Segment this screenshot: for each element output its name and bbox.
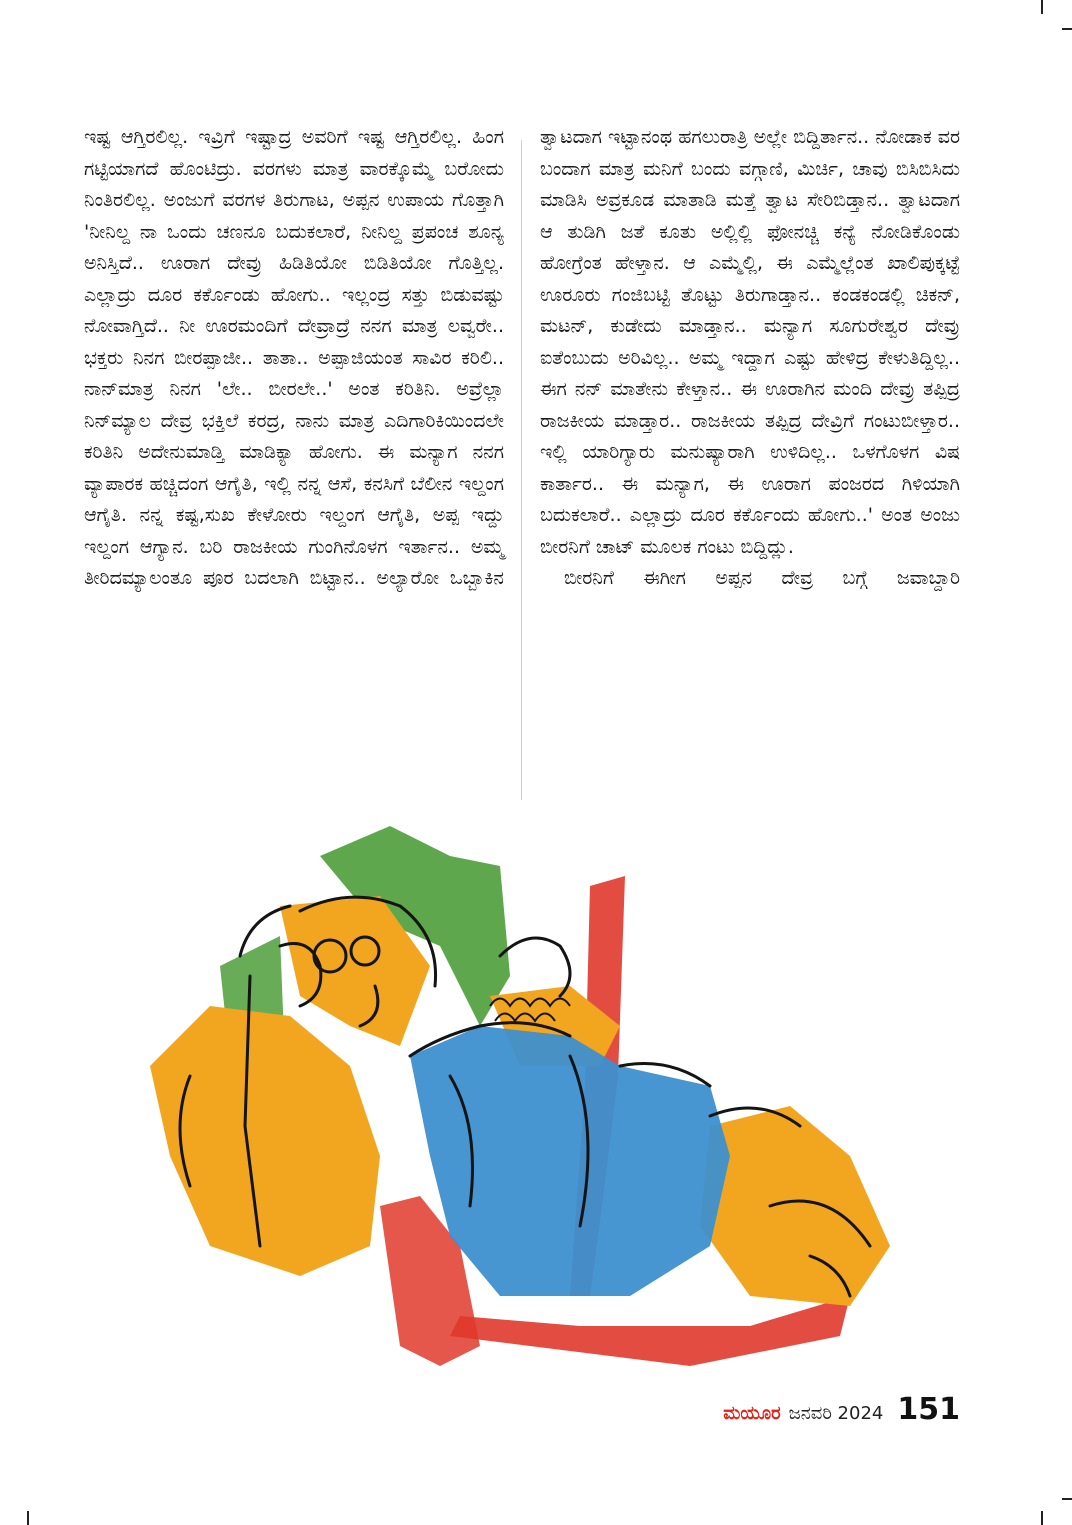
orange-torso xyxy=(150,1006,380,1276)
crop-mark-top-right xyxy=(1041,0,1043,14)
article-paragraph: ಬೀರನಿಗೆ ಈಗೀಗ ಅಪ್ಪನ ದೇವ್ರ ಬಗ್ಗೆ ಜವಾಬ್ದಾರಿ xyxy=(564,567,960,589)
article-paragraph: ಇಷ್ಟ ಆಗ್ತಿರಲಿಲ್ಲ. ಇವ್ರಿಗೆ ಇಷ್ಟಾದ್ರ ಅವರಿಗೆ ಇಷ್ಟ ಆಗ್ತಿರಲಿಲ್ಲ. ಹಿಂಗ ಗಟ್ಟಿಯಾಗದೆ ಹೊಂಟಿದ್ರು. ವರಗಳು ಮಾತ್ರ ವಾರಕ್ಕೊಮ್ಮೆ ಬರೋದು ನಿಂತಿರಲಿಲ್ಲ. ಅಂಜುಗೆ ವರಗಳ ತಿರುಗಾಟ, ಅಪ್ಪನ ಉಪಾಯ ಗೊತ್ತಾಗಿ 'ನೀನಿಲ್ದ ನಾ ಒಂದು ಚಣನೂ ಬದುಕಲಾರೆ, ನೀನಿಲ್ದ ಪ್ರಪಂಚ ಶೂನ್ಯ ಅನಿಸ್ತಿದೆ.. ಊರಾಗ ದೇವ್ರು ಹಿಡಿತಿಯೋ ಬಿಡಿತಿಯೋ ಗೊತ್ತಿಲ್ಲ. ಎಲ್ಲಾದ್ರು ದೂರ ಕರ್ಕೊಂಡು ಹೋಗು.. ಇಲ್ಲಂದ್ರ ಸತ್ತು ಬಿಡುವಷ್ಟು ನೋವಾಗ್ತಿದೆ.. ನೀ ಊರಮಂದಿಗೆ ದೇವ್ರಾದ್ರೆ ನನಗ ಮಾತ್ರ ಲವ್ವರೇ.. ಭಕ್ತರು ನಿನಗ ಬೀರಪ್ಪಾಜೀ.. ತಾತಾ.. ಅಪ್ಪಾಜಿಯಂತ ಸಾವಿರ ಕರಿಲಿ.. ನಾನ್‌ಮಾತ್ರ ನಿನಗ 'ಲೇ.. ಬೀರಲೇ..' ಅಂತ ಕರಿತಿನಿ. ಅವ್ರೆಲ್ಲಾ ನಿನ್‌ಮ್ಯಾಲ ದೇವ್ರ ಭಕ್ತಿಲೆ ಕರದ್ರ, ನಾನು ಮಾತ್ರ ಎದಿಗಾರಿಕಿಯಿಂದಲೇ ಕರಿತಿನಿ ಅದೇನುಮಾಡ್ತಿ ಮಾಡಿಕ್ಯಾ ಹೋಗು. ಈ ಮನ್ಯಾಗ ನನಗ ವ್ಯಾಪಾರಕ ಹಚ್ಚಿದಂಗ ಆಗೈತಿ, ಇಲ್ಲಿ ನನ್ನ ಆಸೆ, ಕನಸಿಗೆ ಬೆಲೀನ ಇಲ್ದಂಗ ಆಗೈತಿ. ನನ್ನ ಕಷ್ಟ,ಸುಖ ಕೇಳೋರು ಇಲ್ದಂಗ ಆಗೈತಿ, ಅಪ್ಪ ಇದ್ದು ಇಲ್ದಂಗ ಆಗ್ಯಾನ. ಬರಿ ರಾಜಕೀಯ ಗುಂಗಿನೊಳಗ ಇರ್ತಾನ.. ಅಮ್ಮ ತೀರಿದಮ್ಯಾಲಂತೂ ಪೂರ ಬದಲಾಗಿ ಬಿಟ್ಟಾನ.. ಅಲ್ಯಾರೋ ಒಬ್ಬಾಕಿನ xyxy=(84,126,504,589)
page-number: 151 xyxy=(897,1392,960,1427)
article-column-right xyxy=(540,122,960,595)
column-divider xyxy=(521,140,522,800)
issue-date: ಜನವರಿ 2024 xyxy=(788,1403,884,1424)
magazine-brand: ಮಯೂರ xyxy=(723,1403,781,1424)
red-paint-base xyxy=(450,1296,850,1366)
crop-mark-right-lower xyxy=(1062,1498,1072,1500)
crop-mark-right-upper xyxy=(1062,28,1072,30)
article-column-left xyxy=(84,122,504,595)
crop-mark-bottom-left xyxy=(27,1511,29,1525)
article-paragraph: ತ್ವಾಟದಾಗ ಇಟ್ಟಾನಂಥ ಹಗಲುರಾತ್ರಿ ಅಲ್ಲೇ ಬಿದ್ದಿರ್ತಾನ.. ನೋಡಾಕ ವರ ಬಂದಾಗ ಮಾತ್ರ ಮನಿಗೆ ಬಂದು ವಗ್ಗಾಣಿ, ಮಿರ್ಚಿ, ಚಾವು ಬಿಸಿಬಿಸಿದು ಮಾಡಿಸಿ ಅವ್ರಕೂಡ ಮಾತಾಡಿ ಮತ್ತೆ ತ್ವಾಟ ಸೇರಿಬಿಡ್ತಾನ.. ತ್ವಾಟದಾಗ ಆ ತುಡಿಗಿ ಜತೆ ಕೂತು ಅಲ್ಲಿಲ್ಲಿ ಫೋನಚ್ಚಿ ಕನ್ಯೆ ನೋಡಿಕೊಂಡು ಹೋಗ್ರೆಂತ ಹೇಳ್ತಾನ. ಆ ಎಮ್ಮೆಲ್ಲಿ, ಈ ಎಮ್ಮೆಲ್ಲೆಂತ ಖಾಲಿಪುಕ್ಕಟ್ಟೆ ಊರೂರು ಗಂಜಿಬಟ್ಟಿ ತೊಟ್ಟು ತಿರುಗಾಡ್ತಾನ.. ಕಂಡಕಂಡಲ್ಲಿ ಚಿಕನ್, ಮಟನ್, ಕುಡೇದು ಮಾಡ್ತಾನ.. ಮನ್ಯಾಗ ಸೂಗುರೇಶ್ವರ ದೇವ್ರು ಐತೆಂಬುದು ಅರಿವಿಲ್ಲ.. ಅಮ್ಮ ಇದ್ದಾಗ ಎಷ್ಟು ಹೇಳಿದ್ರ ಕೇಳುತಿದ್ದಿಲ್ಲ.. ಈಗ ನನ್ ಮಾತೇನು ಕೇಳ್ತಾನ.. ಈ ಊರಾಗಿನ ಮಂದಿ ದೇವ್ರು ತಪ್ಪಿದ್ರ ರಾಜಕೀಯ ಮಾಡ್ತಾರ.. ರಾಜಕೀಯ ತಪ್ಪಿದ್ರ ದೇವ್ರಿಗೆ ಗಂಟುಬೀಳ್ತಾರ.. ಇಲ್ಲಿ ಯಾರಿಗ್ಯಾರು ಮನುಷ್ಯಾರಾಗಿ ಉಳಿದಿಲ್ಲ.. ಒಳಗೊಳಗ ವಿಷ ಕಾರ್ತಾರ.. ಈ ಮನ್ಯಾಗ, ಈ ಊರಾಗ ಪಂಜರದ ಗಿಳಿಯಾಗಿ ಬದುಕಲಾರೆ.. ಎಲ್ಲಾದ್ರು ದೂರ ಕರ್ಕೊಂದು ಹೋಗು..' ಅಂತ ಅಂಜು ಬೀರನಿಗೆ ಚಾಟ್ ಮೂಲಕ ಗಂಟು ಬಿದ್ದಿದ್ಲು. xyxy=(540,126,960,558)
sleeping-man-illustration xyxy=(150,826,920,1386)
crop-mark-bottom-right xyxy=(1041,1511,1043,1525)
page-footer xyxy=(723,1392,960,1427)
orange-legs xyxy=(700,1106,890,1306)
